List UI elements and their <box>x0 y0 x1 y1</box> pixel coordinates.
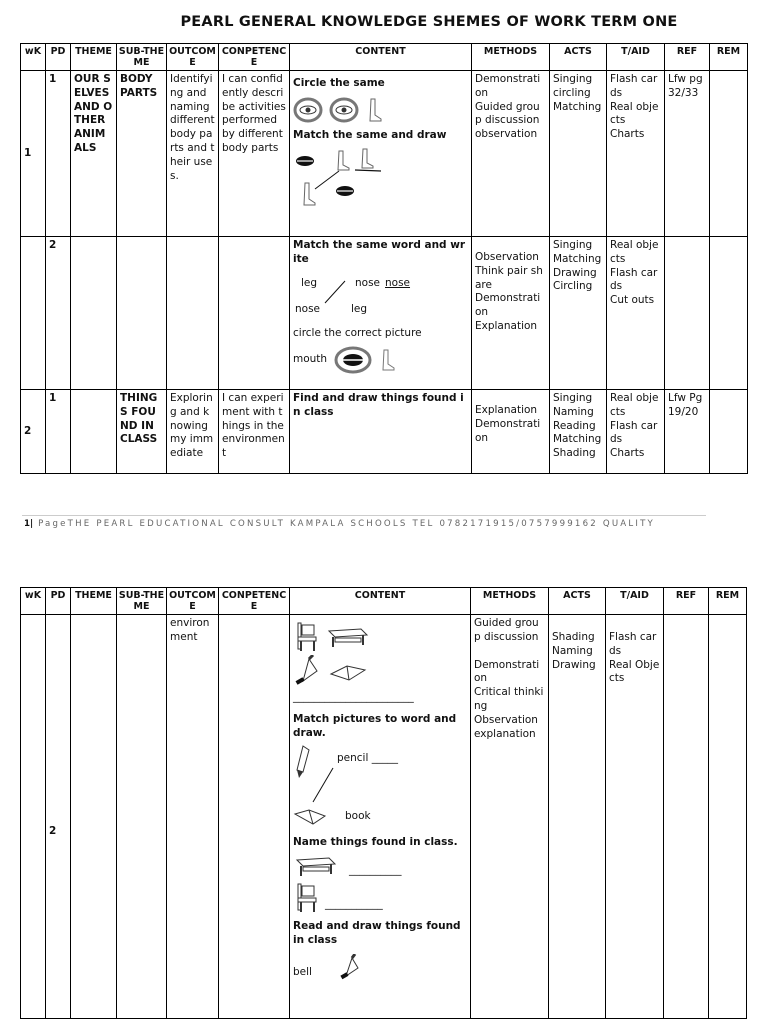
method-item: explanation <box>474 727 536 740</box>
col-header-competence: CONPETENCE <box>219 588 290 615</box>
col-header-theme: THEME <box>71 588 117 615</box>
content-heading: Name things found in class. <box>293 836 458 849</box>
word-nose: nose <box>355 276 381 289</box>
chair-icon <box>293 621 319 653</box>
taid-item: Flash cards <box>610 419 658 446</box>
cell-methods <box>472 71 550 237</box>
taid-item: Flash cards <box>610 266 658 293</box>
cell-ref <box>665 237 710 390</box>
col-header-acts: ACTS <box>549 588 606 615</box>
cell-ref: Lfw pg 32/33 <box>665 71 710 237</box>
cell-taid <box>607 390 665 474</box>
cell-competence <box>219 237 290 390</box>
act-item: Drawing <box>553 266 597 279</box>
act-item: circling <box>553 86 591 99</box>
cell-taid <box>607 71 665 237</box>
taid-item: Charts <box>610 447 645 460</box>
header-row <box>21 588 747 615</box>
act-item: Reading <box>553 419 596 432</box>
content-heading: Read and draw things found in class <box>293 920 461 946</box>
pencil-book-match <box>293 742 467 834</box>
col-header-taid: T/AID <box>607 44 665 71</box>
cell-rem <box>709 615 747 1019</box>
cell-pd: 2 <box>46 615 71 1019</box>
cell-subtheme: BODY PARTS <box>117 71 167 237</box>
pencil-label: pencil _____ <box>337 752 398 765</box>
col-header-methods: METHODS <box>471 588 549 615</box>
cell-wk: 1 <box>21 71 46 237</box>
blank-line: _______________________ <box>293 691 414 703</box>
col-header-rem: REM <box>709 588 747 615</box>
classroom-items-row <box>293 621 467 653</box>
col-header-wk: wK <box>21 588 46 615</box>
col-header-pd: PD <box>46 44 71 71</box>
cell-theme <box>71 390 117 474</box>
cell-wk <box>21 237 46 390</box>
cell-content <box>290 390 472 474</box>
act-item: Matching <box>553 433 602 446</box>
cell-acts <box>550 71 607 237</box>
cell-rem <box>710 390 748 474</box>
col-header-ref: REF <box>665 44 710 71</box>
footer-separator: | <box>29 519 34 529</box>
cell-subtheme: THINGS FOUND IN CLASS <box>117 390 167 474</box>
cell-acts <box>550 390 607 474</box>
content-heading: Match pictures to word and draw. <box>293 712 457 739</box>
act-item: Naming <box>552 644 593 657</box>
table-icon <box>293 854 337 878</box>
content-instruction: circle the correct picture <box>293 326 422 339</box>
col-header-taid: T/AID <box>606 588 664 615</box>
act-item: Shading <box>552 631 595 643</box>
scheme-table-2 <box>20 587 747 1019</box>
cell-content <box>290 237 472 390</box>
circled-eye-icon <box>329 97 359 123</box>
scheme-table-1 <box>20 43 748 474</box>
method-item: Demonstration <box>475 73 541 99</box>
match-lips-legs-diagram <box>293 145 468 207</box>
method-item: Observation <box>474 713 538 726</box>
method-item: Demonstration <box>475 417 541 444</box>
cell-competence: I can experiment with things in the environment <box>219 390 290 474</box>
table-icon <box>325 625 369 649</box>
cell-theme <box>71 237 117 390</box>
chair-icon <box>293 882 319 914</box>
mouth-pictures <box>293 346 468 374</box>
col-header-subtheme: SUB-THEME <box>117 588 167 615</box>
foot-icon <box>379 348 395 372</box>
act-item: Naming <box>553 405 594 418</box>
header-row <box>21 44 748 71</box>
cell-competence: I can confidently describe activities performed by different body parts <box>219 71 290 237</box>
col-header-content: CONTENT <box>290 588 471 615</box>
table-picture-row <box>293 854 467 878</box>
taid-item: Flash cards <box>609 631 657 657</box>
table-row <box>21 390 748 474</box>
foot-icon <box>365 97 383 123</box>
bell-icon <box>293 655 321 685</box>
cell-methods <box>472 237 550 390</box>
col-header-rem: REM <box>710 44 748 71</box>
cell-outcome <box>167 237 219 390</box>
col-header-wk: wK <box>21 44 46 71</box>
act-item: Drawing <box>552 658 596 671</box>
col-header-outcome: OUTCOME <box>167 44 219 71</box>
bell-icon <box>338 954 362 982</box>
cell-content <box>290 71 472 237</box>
cell-ref <box>664 615 709 1019</box>
act-item: Singing <box>553 73 593 85</box>
page-footer <box>24 519 655 529</box>
cell-subtheme <box>117 615 167 1019</box>
cell-wk <box>21 615 46 1019</box>
word-nose: nose <box>295 302 321 315</box>
cell-theme: OUR SELVES AND OTHER ANIMALS <box>71 71 117 237</box>
cell-methods <box>472 390 550 474</box>
footer-text: PageTHE PEARL EDUCATIONAL CONSULT KAMPALA SCHOOLS TEL 0782171915/0757999162 QUALITY <box>38 519 656 529</box>
taid-item: Real objects <box>610 100 659 127</box>
method-item: Guided group discussion <box>474 617 539 643</box>
content-heading: Find and draw things found in class <box>293 392 464 418</box>
col-header-acts: ACTS <box>550 44 607 71</box>
classroom-items-row <box>293 655 467 685</box>
method-item: Demonstration <box>475 292 541 319</box>
col-header-competence: CONPETENCE <box>219 44 290 71</box>
table-row <box>21 237 748 390</box>
act-item: Singing <box>553 392 593 404</box>
col-header-pd: PD <box>46 588 71 615</box>
method-item: Observation <box>475 251 539 263</box>
content-heading: Circle the same <box>293 77 385 89</box>
word-leg: leg <box>351 302 368 315</box>
cell-theme <box>71 615 117 1019</box>
taid-item: Charts <box>610 128 645 141</box>
cell-acts <box>549 615 606 1019</box>
bell-picture-row <box>293 954 467 982</box>
taid-item: Cut outs <box>610 294 655 307</box>
taid-item: Real objects <box>610 239 659 265</box>
footer-divider <box>22 515 706 516</box>
answer-blank: __________ <box>349 864 402 877</box>
method-item: observation <box>475 128 538 141</box>
method-item: Critical thinking <box>474 686 544 712</box>
cell-subtheme <box>117 237 167 390</box>
word-leg: leg <box>301 276 318 289</box>
cell-pd: 1 <box>46 71 71 237</box>
cell-competence <box>219 615 290 1019</box>
col-header-subtheme: SUB-THEME <box>117 44 167 71</box>
circled-lips-icon <box>333 346 373 374</box>
act-item: Matching <box>553 100 602 113</box>
answer-blank: ___________ <box>325 898 383 911</box>
method-item: Demonstration <box>474 658 540 685</box>
page-title: PEARL GENERAL KNOWLEDGE SHEMES OF WORK TERM ONE <box>180 14 678 30</box>
col-header-methods: METHODS <box>472 44 550 71</box>
act-item: Shading <box>553 447 596 460</box>
taid-item: Real objects <box>610 392 659 418</box>
cell-wk: 2 <box>21 390 46 474</box>
book-label: book <box>345 810 371 823</box>
table-row <box>21 615 747 1019</box>
col-header-content: CONTENT <box>290 44 472 71</box>
taid-item: Real Objects <box>609 658 660 685</box>
content-heading: Match the same word and write <box>293 239 466 265</box>
cell-outcome: Exploring and knowing my immediate <box>167 390 219 474</box>
act-item: Singing <box>553 239 593 251</box>
cell-taid <box>607 237 665 390</box>
word-nose-written: nose <box>385 276 411 289</box>
cell-outcome: environment <box>167 615 219 1019</box>
bell-label: bell <box>293 965 312 978</box>
method-item: Guided group discussion <box>475 100 540 127</box>
col-header-theme: THEME <box>71 44 117 71</box>
cell-pd: 1 <box>46 390 71 474</box>
method-item: Think pair share <box>475 264 543 291</box>
match-line <box>323 279 363 309</box>
chair-picture-row <box>293 882 467 914</box>
content-heading: Match the same and draw <box>293 128 447 141</box>
cell-pd: 2 <box>46 237 71 390</box>
cell-outcome: Identifying and naming different body parts and their uses. <box>167 71 219 237</box>
cell-rem <box>710 71 748 237</box>
act-item: Matching <box>553 252 602 265</box>
book-icon <box>327 658 369 682</box>
act-item: Circling <box>553 280 593 293</box>
cell-content <box>290 615 471 1019</box>
method-item: Explanation <box>475 319 538 332</box>
word-match-area <box>293 273 468 321</box>
taid-item: Flash cards <box>610 73 658 99</box>
picture-label: mouth <box>293 353 328 366</box>
circled-eye-icon <box>293 97 323 123</box>
col-header-ref: REF <box>664 588 709 615</box>
col-header-outcome: OUTCOME <box>167 588 219 615</box>
cell-ref: Lfw Pg 19/20 <box>665 390 710 474</box>
cell-taid <box>606 615 664 1019</box>
table-row <box>21 71 748 237</box>
cell-rem <box>710 237 748 390</box>
method-item: Explanation <box>475 404 538 416</box>
cell-methods <box>471 615 549 1019</box>
circle-same-pictures <box>293 97 468 123</box>
cell-acts <box>550 237 607 390</box>
page-number: 1 <box>24 519 30 529</box>
